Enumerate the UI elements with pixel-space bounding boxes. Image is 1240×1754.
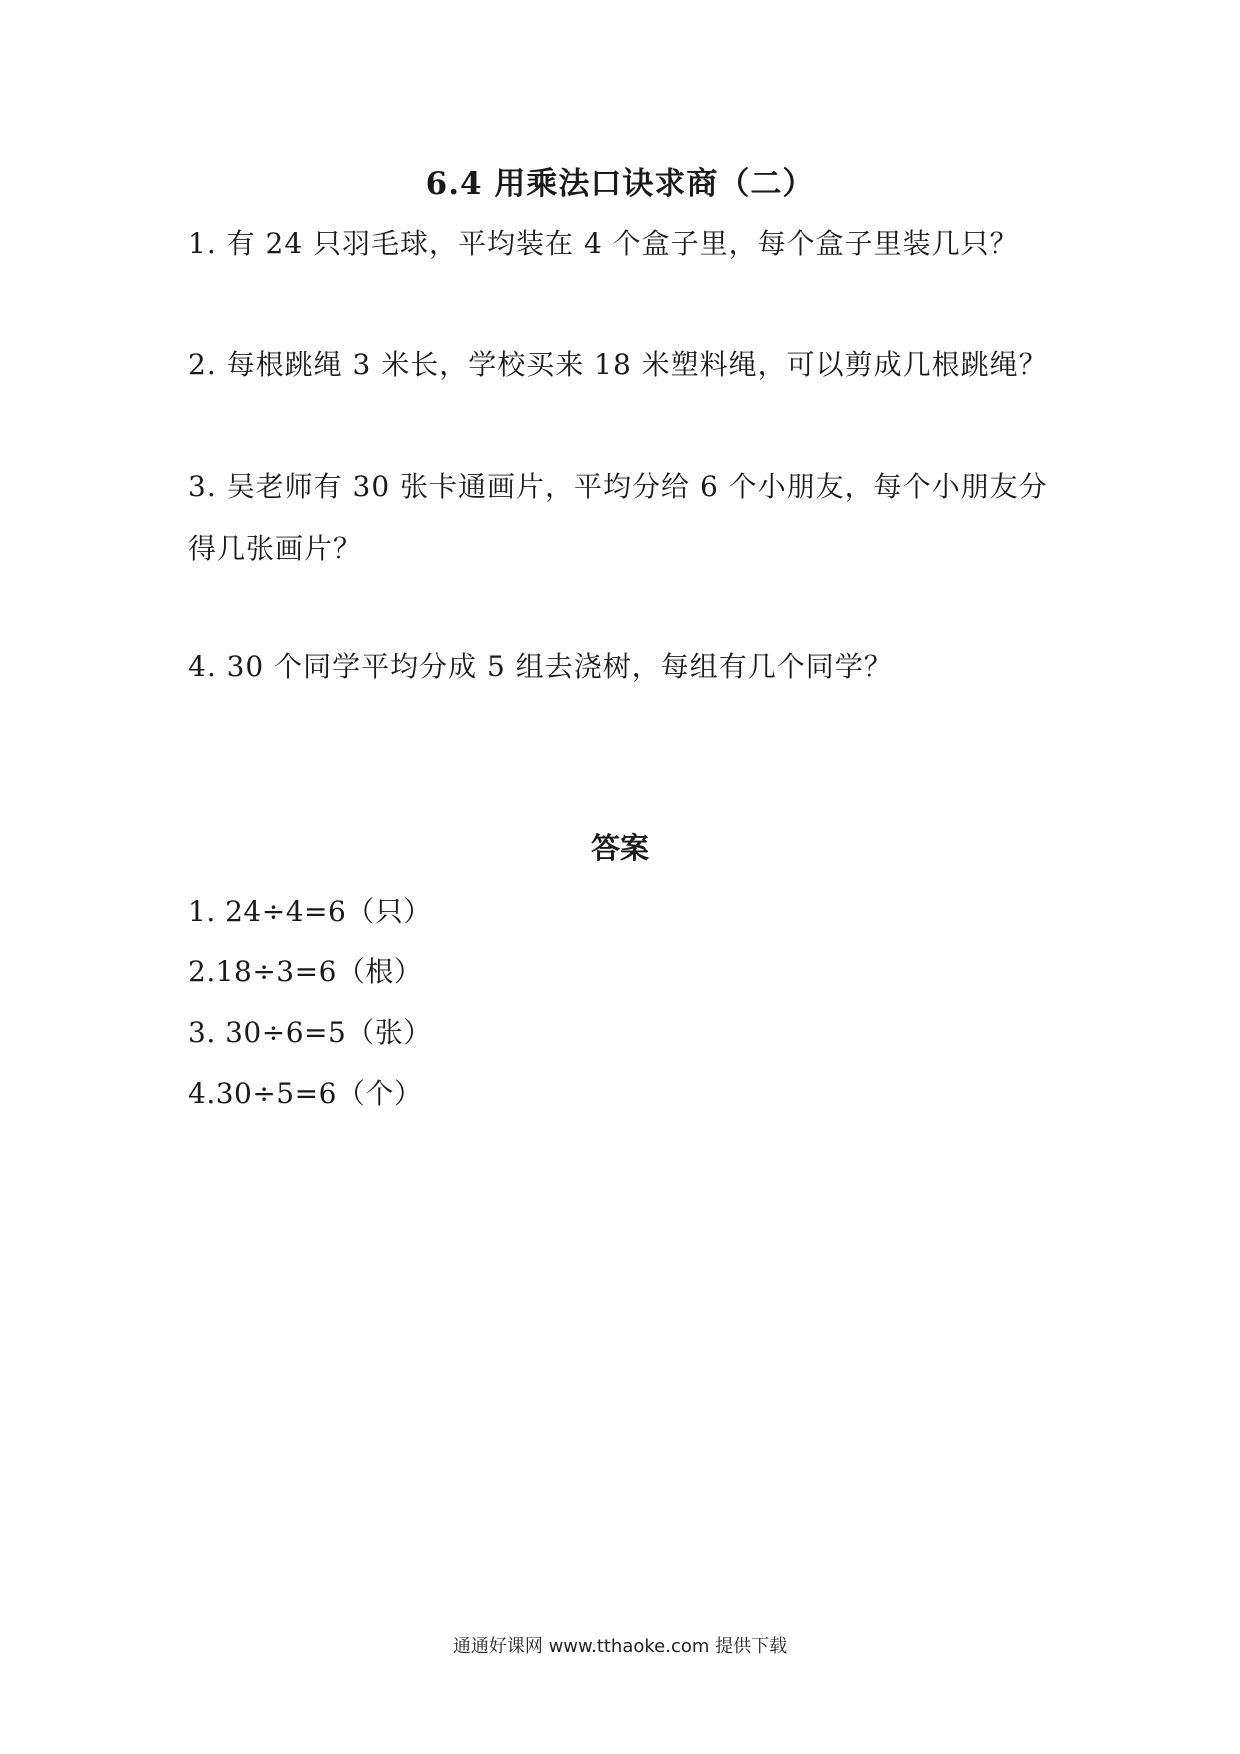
answer-3: 3. 30÷6=5（张） bbox=[188, 1016, 432, 1049]
answer-4: 4.30÷5=6（个） bbox=[188, 1077, 423, 1110]
question-2: 2. 每根跳绳 3 米长，学校买来 18 米塑料绳，可以剪成几根跳绳？ bbox=[188, 348, 1048, 381]
question-4: 4. 30 个同学平均分成 5 组去浇树，每组有几个同学？ bbox=[188, 650, 893, 683]
answer-1: 1. 24÷4=6（只） bbox=[188, 895, 432, 928]
question-3: 3. 吴老师有 30 张卡通画片，平均分给 6 个小朋友，每个小朋友分得几张画片？ bbox=[188, 470, 1048, 565]
footer-credit: 通通好课网 www.tthaoke.com 提供下载 bbox=[452, 1636, 788, 1657]
question-1: 1. 有 24 只羽毛球，平均装在 4 个盒子里，每个盒子里装几只？ bbox=[188, 227, 1019, 260]
answers-heading: 答案 bbox=[590, 831, 649, 865]
page-title: 6.4 用乘法口诀求商（二） bbox=[425, 166, 815, 202]
answer-2: 2.18÷3=6（根） bbox=[188, 955, 423, 988]
